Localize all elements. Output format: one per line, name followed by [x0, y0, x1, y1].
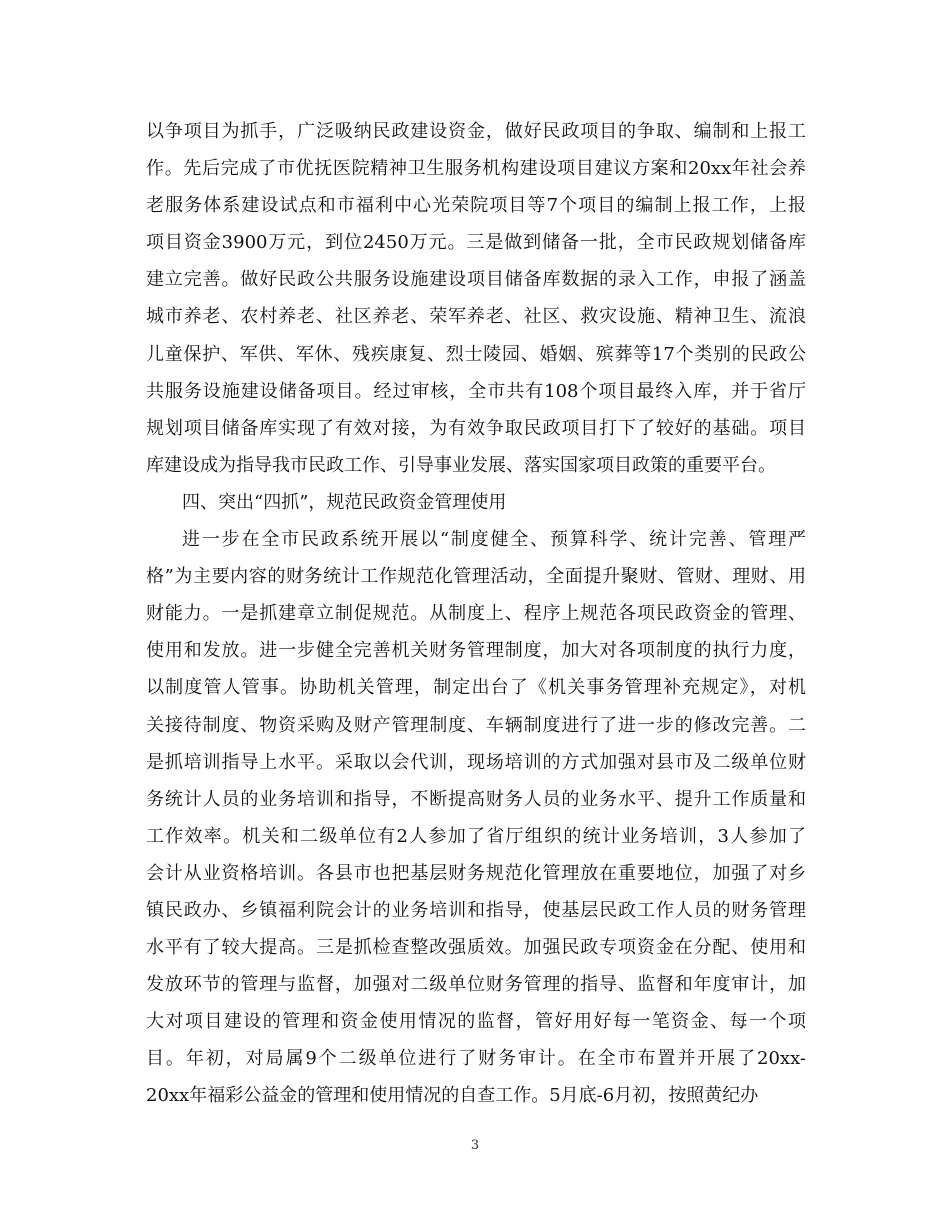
text-line: 大对项目建设的管理和资金使用情况的监督，管好用好每一笔资金、每一个项 — [146, 1011, 806, 1033]
text-line: 库建设成为指导我市民政工作、引导事业发展、落实国家项目政策的重要平台。 — [146, 454, 776, 476]
text-line: 水平有了较大提高。三是抓检查整改强质效。加强民政专项资金在分配、使用和 — [146, 937, 806, 959]
text-line: 使用和发放。进一步健全完善机关财务管理制度，加大对各项制度的执行力度， — [146, 640, 806, 662]
text-line: 发放环节的管理与监督，加强对二级单位财务管理的指导、监督和年度审计，加 — [146, 974, 806, 996]
text-line: 20xx年福彩公益金的管理和使用情况的自查工作。5月底-6月初，按照黄纪办 — [146, 1085, 759, 1107]
text-line: 共服务设施建设储备项目。经过审核，全市共有108个项目最终入库，并于省厅 — [146, 380, 806, 402]
text-line: 工作效率。机关和二级单位有2人参加了省厅组织的统计业务培训，3人参加了 — [146, 825, 806, 847]
page-number: 3 — [470, 1138, 480, 1153]
text-line: 财能力。一是抓建章立制促规范。从制度上、程序上规范各项民政资金的管理、 — [146, 603, 806, 625]
text-line: 务统计人员的业务培训和指导，不断提高财务人员的业务水平、提升工作质量和 — [146, 788, 806, 810]
text-line: 以争项目为抓手，广泛吸纳民政建设资金，做好民政项目的争取、编制和上报工 — [146, 121, 806, 142]
text-line: 作。先后完成了市优抚医院精神卫生服务机构建设项目建议方案和20xx年社会养 — [146, 158, 806, 180]
text-line: 镇民政办、乡镇福利院会计的业务培训和指导，使基层民政工作人员的财务管理 — [146, 899, 806, 921]
text-line: 是抓培训指导上水平。采取以会代训，现场培训的方式加强对县市及二级单位财 — [146, 751, 806, 773]
paragraph-first-line: 进一步在全市民政系统开展以“制度健全、预算科学、统计完善、管理严 — [182, 529, 806, 551]
text-line: 老服务体系建设试点和市福利中心光荣院项目等7个项目的编制上报工作，上报 — [146, 195, 806, 217]
text-line: 目。年初，对局属9个二级单位进行了财务审计。在全市布置并开展了20xx- — [146, 1048, 806, 1070]
text-line: 儿童保护、军供、军休、残疾康复、烈士陵园、婚姻、殡葬等17个类别的民政公 — [146, 343, 806, 365]
text-line: 格”为主要内容的财务统计工作规范化管理活动，全面提升聚财、管财、理财、用 — [146, 566, 806, 588]
section-heading: 四、突出“四抓”，规范民政资金管理使用 — [182, 491, 507, 513]
text-line: 关接待制度、物资采购及财产管理制度、车辆制度进行了进一步的修改完善。二 — [146, 714, 806, 736]
text-line: 城市养老、农村养老、社区养老、荣军养老、社区、救灾设施、精神卫生、流浪 — [146, 306, 806, 328]
text-line: 项目资金3900万元，到位2450万元。三是做到储备一批，全市民政规划储备库 — [146, 232, 806, 254]
text-line: 会计从业资格培训。各县市也把基层财务规范化管理放在重要地位，加强了对乡 — [146, 862, 806, 884]
text-line: 建立完善。做好民政公共服务设施建设项目储备库数据的录入工作，申报了涵盖 — [146, 269, 806, 291]
text-line: 规划项目储备库实现了有效对接，为有效争取民政项目打下了较好的基础。项目 — [146, 417, 806, 439]
document-body — [146, 113, 806, 1115]
text-line: 以制度管人管事。协助机关管理，制定出台了《机关事务管理补充规定》，对机 — [146, 677, 806, 699]
